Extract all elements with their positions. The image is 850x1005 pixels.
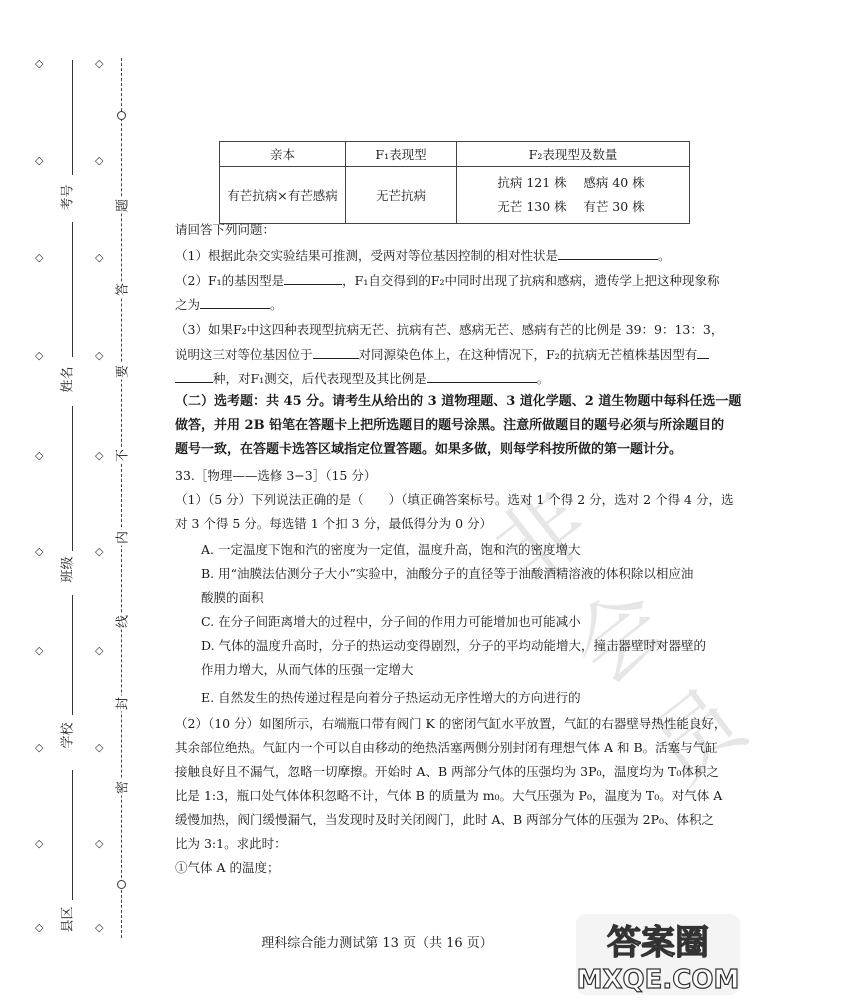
q33-part2: 缓慢加热，阀门缓慢漏气，当发现时及时关闭阀门，此时 A、B 两部分气体的压强为 2P₀、体积之 <box>175 812 715 827</box>
question-1: （1）根据此杂交实验结果可推测，受两对等位基因控制的相对性状是 。 <box>175 248 671 263</box>
diamond-mark: ◇ <box>95 449 104 462</box>
option-d: 作用力增大，从而气体的压强一定增大 <box>201 662 414 677</box>
diamond-mark: ◇ <box>35 251 44 264</box>
diamond-mark: ◇ <box>35 837 44 850</box>
q33-part2: 比是 1:3，瓶口处气体体积忽略不计，气体 B 的质量为 m₀。大气压强为 P₀，温度为 T₀。对气体 A <box>175 788 723 803</box>
diamond-mark: ◇ <box>35 545 44 558</box>
diamond-mark: ◇ <box>35 154 44 167</box>
q33-part2: ①气体 A 的温度； <box>175 860 280 875</box>
f2-value: 无芒 130 株 <box>497 199 567 214</box>
f2-value: 感病 40 株 <box>583 175 645 190</box>
seal-circle <box>117 880 126 889</box>
diamond-mark: ◇ <box>95 644 104 657</box>
table-cell-parent: 有芒抗病×有芒感病 <box>220 167 346 224</box>
field-label-county: 县区 <box>60 906 76 933</box>
field-label-exam-number: 考号 <box>60 184 76 211</box>
page-footer: 理科综合能力测试第 13 页（共 16 页） <box>261 936 493 951</box>
field-label-class: 班级 <box>60 556 76 583</box>
question-intro: 请回答下列问题： <box>175 222 276 237</box>
table-row <box>220 167 690 224</box>
q33-title: 33.［物理——选修 3−3］（15 分） <box>175 468 377 483</box>
seal-char: 密 <box>112 780 131 796</box>
binding-margin <box>0 0 150 1005</box>
diamond-mark: ◇ <box>95 57 104 70</box>
answer-blank[interactable] <box>697 346 709 359</box>
table-header: 亲本 <box>220 142 346 167</box>
section-2-instruction: 题号一致，在答题卡选答区域指定位置答题。如果多做，则每学科按所做的第一题计分。 <box>175 442 683 457</box>
question-3-cont: 说明这三对等位基因位于 对同源染色体上，在这种情况下，F₂的抗病无芒植株基因型有 <box>175 346 709 363</box>
answer-blank[interactable] <box>200 296 270 309</box>
seal-line <box>121 58 122 938</box>
field-line <box>72 406 73 551</box>
seal-char: 不 <box>112 448 131 464</box>
q33-part2: 其余部位绝热。气缸内一个可以自由移动的绝热活塞两侧分别封闭有理想气体 A 和 B。活塞与气缸 <box>175 740 718 755</box>
option-e: E. 自然发生的热传递过程是向着分子热运动无序性增大的方向进行的 <box>201 690 581 705</box>
diamond-mark: ◇ <box>35 449 44 462</box>
seal-char: 要 <box>112 364 131 380</box>
field-line <box>72 595 73 715</box>
option-b: B. 用“油膜法估测分子大小”实验中，油酸分子的直径等于油酸酒精溶液的体积除以相应油 <box>201 566 694 581</box>
q33-part1: （1）（5 分）下列说法正确的是（ ）（填正确答案标号。选对 1 个得 2 分，选对 2 个得 4 分，选 <box>175 492 734 507</box>
q33-part2: 接触良好且不漏气，忽略一切摩擦。开始时 A、B 两部分气体的压强均为 3P₀，温度均为 T₀体积之 <box>175 764 719 779</box>
table-header: F₂表现型及数量 <box>457 142 690 167</box>
diamond-mark: ◇ <box>35 741 44 754</box>
diamond-mark: ◇ <box>35 644 44 657</box>
field-line <box>72 770 73 900</box>
field-label-school: 学校 <box>60 722 76 749</box>
seal-circle <box>117 111 126 120</box>
cross-experiment-table <box>219 141 690 224</box>
site-logo <box>574 912 742 997</box>
diamond-mark: ◇ <box>95 545 104 558</box>
seal-char: 线 <box>112 614 131 630</box>
question-3-cont2: 种，对F₁测交，后代表现型及其比例是 。 <box>175 370 549 387</box>
section-2-instruction: （二）选考题：共 45 分。请考生从给出的 3 道物理题、3 道化学题、2 道生物题中每科任选一题 <box>175 394 742 409</box>
q33-part1: 对 3 个得 5 分。每选错 1 个扣 3 分，最低得分为 0 分） <box>175 516 492 531</box>
field-line <box>72 222 73 357</box>
option-b: 酸膜的面积 <box>201 590 264 605</box>
logo-graphic <box>574 912 742 997</box>
question-3: （3）如果F₂中这四种表现型抗病无芒、抗病有芒、感病无芒、感病有芒的比例是 39：9：13：3， <box>175 322 724 337</box>
answer-blank[interactable] <box>284 272 342 285</box>
f2-value: 有芒 30 株 <box>583 199 645 214</box>
option-a: A. 一定温度下饱和汽的密度为一定值，温度升高，饱和汽的密度增大 <box>201 542 581 557</box>
f2-value: 抗病 121 株 <box>497 175 567 190</box>
seal-char: 答 <box>112 282 131 298</box>
answer-blank[interactable] <box>313 346 359 359</box>
option-d: D. 气体的温度升高时，分子的热运动变得剧烈，分子的平均动能增大，撞击器壁时对器壁的 <box>201 638 707 653</box>
question-2: （2）F₁的基因型是 ，F₁自交得到的F₂中同时出现了抗病和感病，遗传学上把这种现象称 <box>175 273 720 288</box>
answer-blank[interactable] <box>558 247 658 260</box>
diamond-mark: ◇ <box>95 349 104 362</box>
diamond-mark: ◇ <box>35 349 44 362</box>
diamond-mark: ◇ <box>95 837 104 850</box>
diamond-mark: ◇ <box>95 921 104 934</box>
diamond-mark: ◇ <box>95 741 104 754</box>
logo-bottom-text: MXQE.COM <box>576 965 740 995</box>
section-2-instruction: 做答，并用 2B 铅笔在答题卡上把所选题目的题号涂黑。注意所做题目的题号必须与所涂题目的 <box>175 418 725 433</box>
answer-blank[interactable] <box>427 370 537 383</box>
table-header-row <box>220 142 690 167</box>
seal-char: 内 <box>112 530 131 546</box>
q33-part2: 比为 3:1。求此时： <box>175 836 287 851</box>
seal-char: 题 <box>112 198 131 214</box>
seal-char: 封 <box>112 696 131 712</box>
q33-part2: （2）（10 分）如图所示，右端瓶口带有阀门 K 的密闭气缸水平放置，气缸的右器壁导热性能良好， <box>175 716 727 731</box>
logo-top-text: 答案圈 <box>607 923 709 963</box>
table-cell-f1: 无芒抗病 <box>346 167 457 224</box>
diamond-mark: ◇ <box>35 57 44 70</box>
question-2-cont: 之为 。 <box>175 297 283 312</box>
option-c: C. 在分子间距离增大的过程中，分子间的作用力可能增加也可能减小 <box>201 614 581 629</box>
diamond-mark: ◇ <box>35 921 44 934</box>
field-label-name: 姓名 <box>60 366 76 393</box>
table-header: F₁表现型 <box>346 142 457 167</box>
watermark: 非会员 <box>475 463 772 804</box>
diamond-mark: ◇ <box>95 251 104 264</box>
answer-blank[interactable] <box>175 370 213 383</box>
field-line <box>72 60 73 175</box>
table-cell-f2 <box>457 167 690 224</box>
diamond-mark: ◇ <box>95 154 104 167</box>
